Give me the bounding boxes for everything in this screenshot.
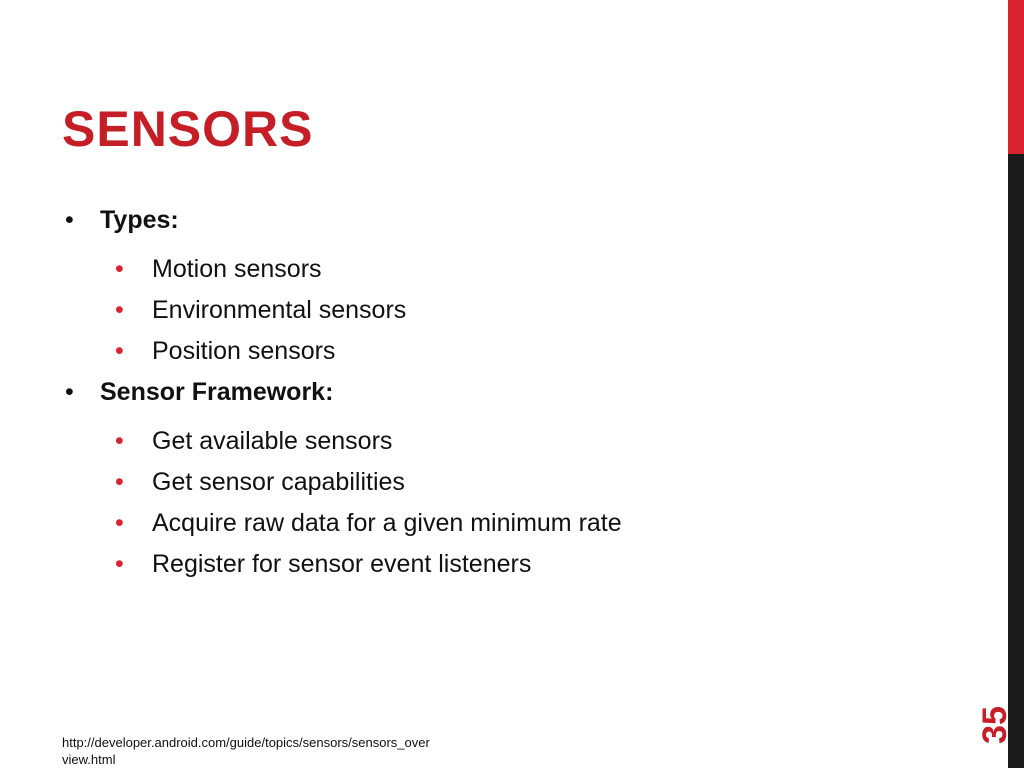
- red-bullet-icon: •: [115, 296, 124, 324]
- sub-bullet: [115, 296, 407, 324]
- sub-bullet-text: Motion sensors: [152, 255, 322, 283]
- sub-bullet-text: Get available sensors: [152, 427, 393, 455]
- bullet-types: [65, 206, 179, 234]
- page-number: 35: [976, 706, 1014, 744]
- sub-bullet-text: Environmental sensors: [152, 296, 407, 324]
- sub-bullet-text: Acquire raw data for a given minimum rate: [152, 509, 622, 537]
- red-bullet-icon: •: [115, 427, 124, 455]
- slide-title: SENSORS: [62, 101, 314, 157]
- sub-bullet-text: Position sensors: [152, 337, 336, 365]
- bullet-sensor-framework: [65, 378, 334, 406]
- sub-bullet: [115, 337, 336, 365]
- bullet-heading: Types:: [100, 206, 179, 234]
- red-bullet-icon: •: [115, 337, 124, 365]
- sub-bullet: [115, 427, 393, 455]
- bullet-dot-icon: •: [65, 206, 74, 234]
- red-bullet-icon: •: [115, 509, 124, 537]
- sub-bullet-text: Register for sensor event listeners: [152, 550, 532, 578]
- sub-bullet: [115, 550, 532, 578]
- sub-bullet: [115, 468, 405, 496]
- sub-bullet: [115, 255, 322, 283]
- bullet-heading: Sensor Framework:: [100, 378, 334, 406]
- sub-bullet-text: Get sensor capabilities: [152, 468, 405, 496]
- red-bullet-icon: •: [115, 468, 124, 496]
- bullet-dot-icon: •: [65, 378, 74, 406]
- side-accent-bar-red: [1008, 0, 1024, 154]
- source-link[interactable]: http://developer.android.com/guide/topics/sensors/sensors_overview.html: [62, 735, 430, 767]
- red-bullet-icon: •: [115, 255, 124, 283]
- red-bullet-icon: •: [115, 550, 124, 578]
- side-accent-bar-black: [1008, 154, 1024, 768]
- sub-bullet: [115, 509, 622, 537]
